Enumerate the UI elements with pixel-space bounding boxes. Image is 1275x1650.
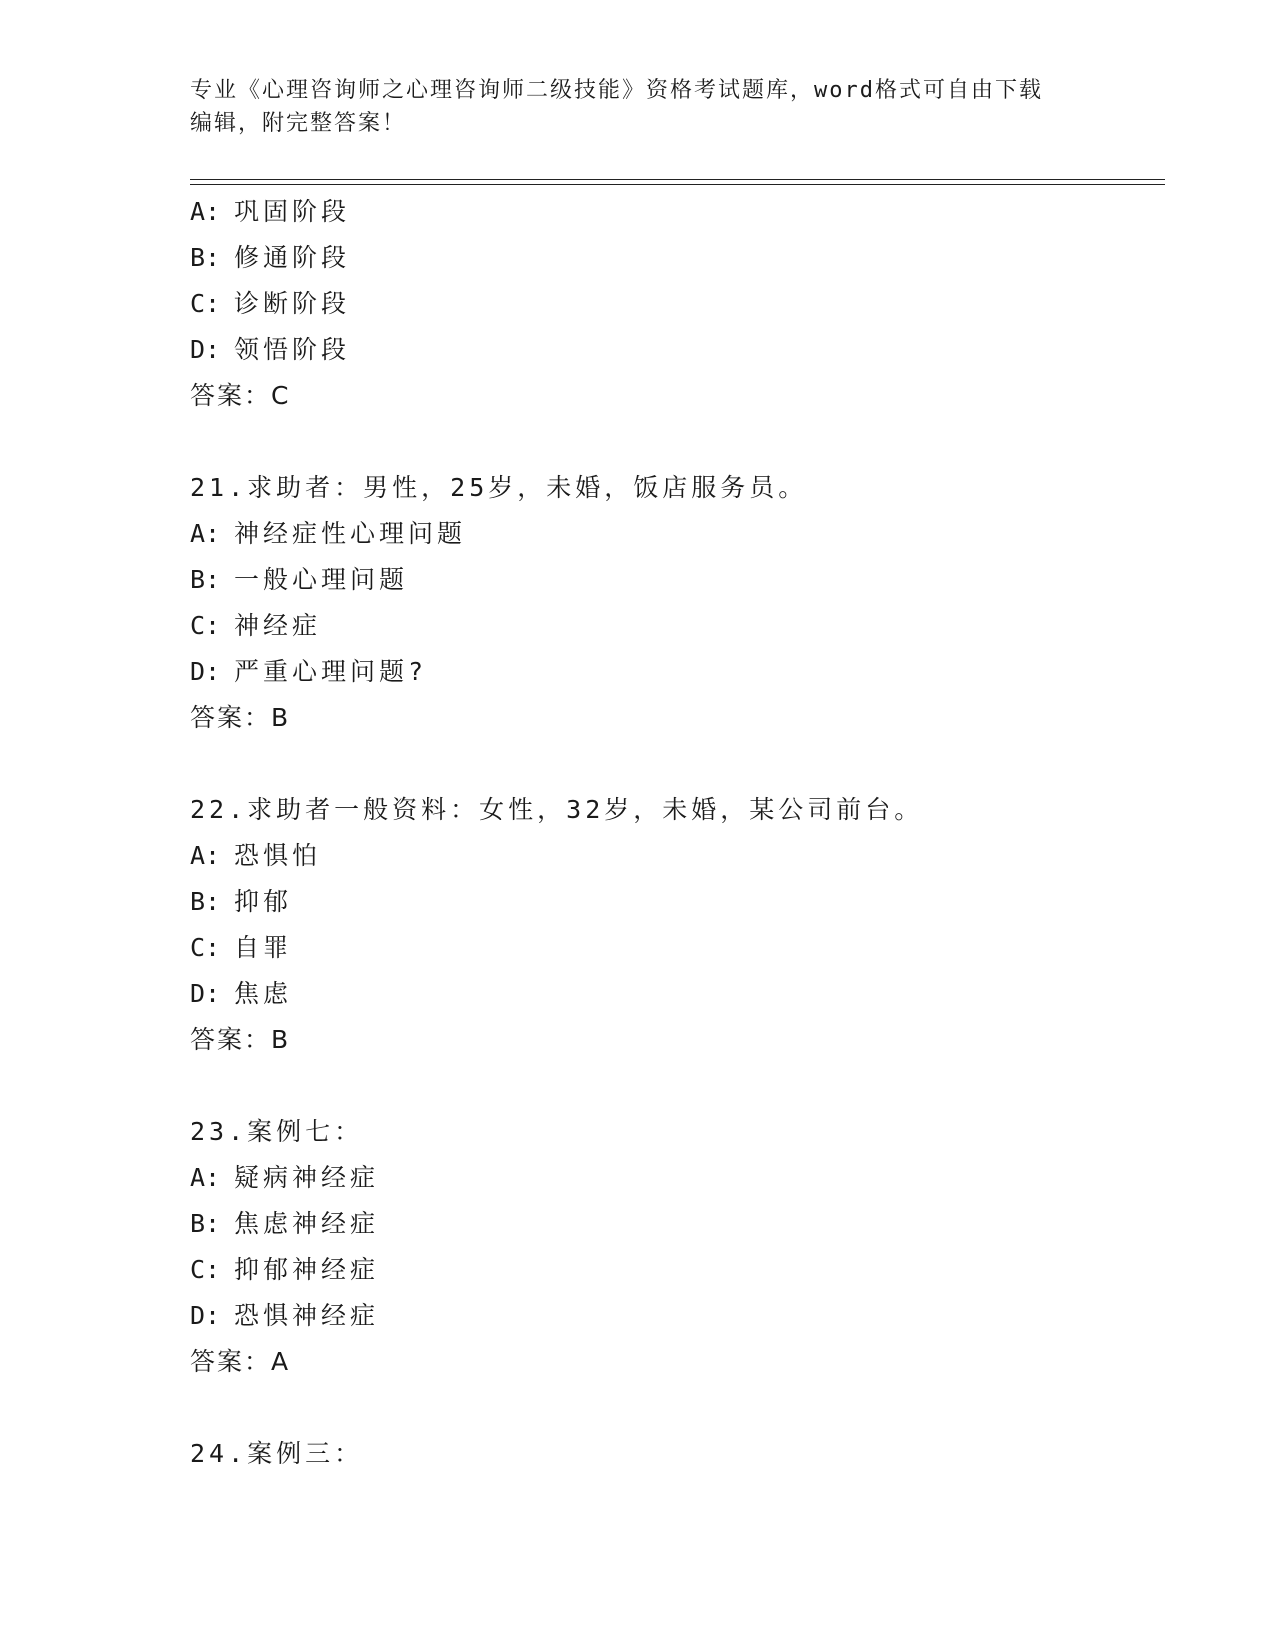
option-c: C: 诊断阶段 — [190, 289, 351, 318]
header-line-2: 编辑，附完整答案！ — [190, 111, 407, 136]
answer-line: 答案：B — [190, 703, 291, 732]
option-b: B: 一般心理问题 — [190, 565, 409, 594]
question-title: 22.求助者一般资料：女性，32岁，未婚，某公司前台。 — [190, 795, 924, 824]
option-d: D: 领悟阶段 — [190, 335, 351, 364]
option-b: B: 焦虑神经症 — [190, 1209, 380, 1238]
option-a: A: 神经症性心理问题 — [190, 519, 467, 548]
question-20 — [190, 189, 1165, 419]
question-22 — [190, 787, 1165, 1063]
option-b: B: 修通阶段 — [190, 243, 351, 272]
answer-line: 答案：A — [190, 1347, 291, 1376]
option-a: A: 恐惧怕 — [190, 841, 322, 870]
option-b: B: 抑郁 — [190, 887, 293, 916]
answer-line: 答案：C — [190, 381, 291, 410]
question-21 — [190, 465, 1165, 741]
document-header — [190, 74, 1090, 140]
option-c: C: 抑郁神经症 — [190, 1255, 380, 1284]
option-d: D: 严重心理问题? — [190, 657, 428, 686]
header-line-1: 专业《心理咨询师之心理咨询师二级技能》资格考试题库，word格式可自由下载 — [190, 78, 1043, 103]
option-d: D: 焦虑 — [190, 979, 293, 1008]
question-title: 21.求助者：男性，25岁，未婚，饭店服务员。 — [190, 473, 808, 502]
question-list — [190, 189, 1165, 1477]
option-a: A: 疑病神经症 — [190, 1163, 380, 1192]
question-title: 24.案例三： — [190, 1439, 364, 1468]
question-24 — [190, 1431, 1165, 1477]
option-a: A: 巩固阶段 — [190, 197, 351, 226]
question-title: 23.案例七： — [190, 1117, 364, 1146]
answer-line: 答案：B — [190, 1025, 291, 1054]
option-c: C: 神经症 — [190, 611, 322, 640]
question-23 — [190, 1109, 1165, 1385]
header-divider-top — [190, 179, 1165, 180]
header-divider-bottom — [190, 184, 1165, 185]
option-d: D: 恐惧神经症 — [190, 1301, 380, 1330]
option-c: C: 自罪 — [190, 933, 293, 962]
